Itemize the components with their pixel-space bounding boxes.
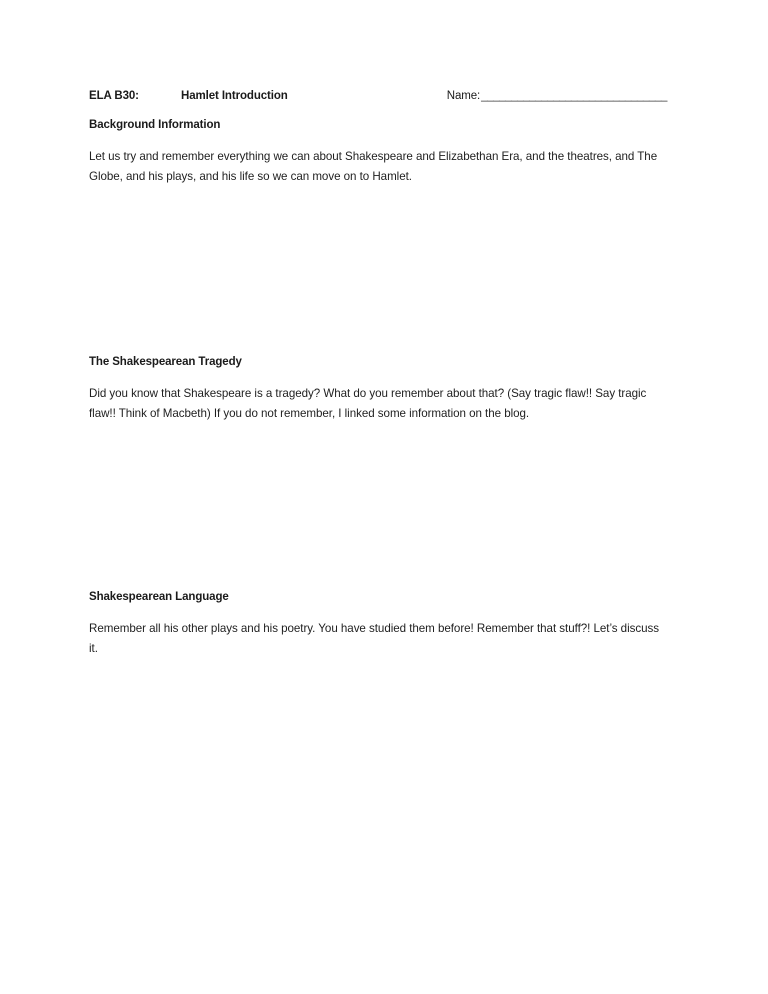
answer-space-background-information[interactable] — [89, 186, 667, 354]
spacer — [89, 605, 667, 619]
name-blank-line[interactable]: _______________________________ — [481, 90, 667, 102]
course-code: ELA B30: — [89, 90, 139, 102]
document-header-row — [89, 88, 667, 104]
document-body — [89, 88, 667, 658]
section-paragraph-shakespearean-language: Remember all his other plays and his poetry. You have studied them before! Remember that stuff?! Let’s discuss it. — [89, 622, 659, 655]
spacer — [89, 370, 667, 384]
section-paragraph-shakespearean-tragedy: Did you know that Shakespeare is a tragedy? What do you remember about that? (Say tragic flaw!! Say tragic flaw!! Think of Macbeth) If you do not remember, I linked some information on the blog. — [89, 387, 647, 420]
section-heading-shakespearean-tragedy: The Shakespearean Tragedy — [89, 356, 242, 368]
name-field-group — [447, 88, 667, 104]
spacer — [89, 133, 667, 147]
section-paragraph-background-information: Let us try and remember everything we can about Shakespeare and Elizabethan Era, and the theatres, and The Globe, and his plays, and his life so we can move on to Hamlet. — [89, 150, 658, 183]
section-heading-shakespearean-language: Shakespearean Language — [89, 591, 229, 603]
assignment-title: Hamlet Introduction — [181, 90, 288, 102]
name-label: Name: — [446, 90, 481, 102]
spacer — [89, 104, 667, 117]
answer-space-shakespearean-tragedy[interactable] — [89, 423, 667, 589]
section-heading-background-information: Background Information — [89, 119, 221, 131]
